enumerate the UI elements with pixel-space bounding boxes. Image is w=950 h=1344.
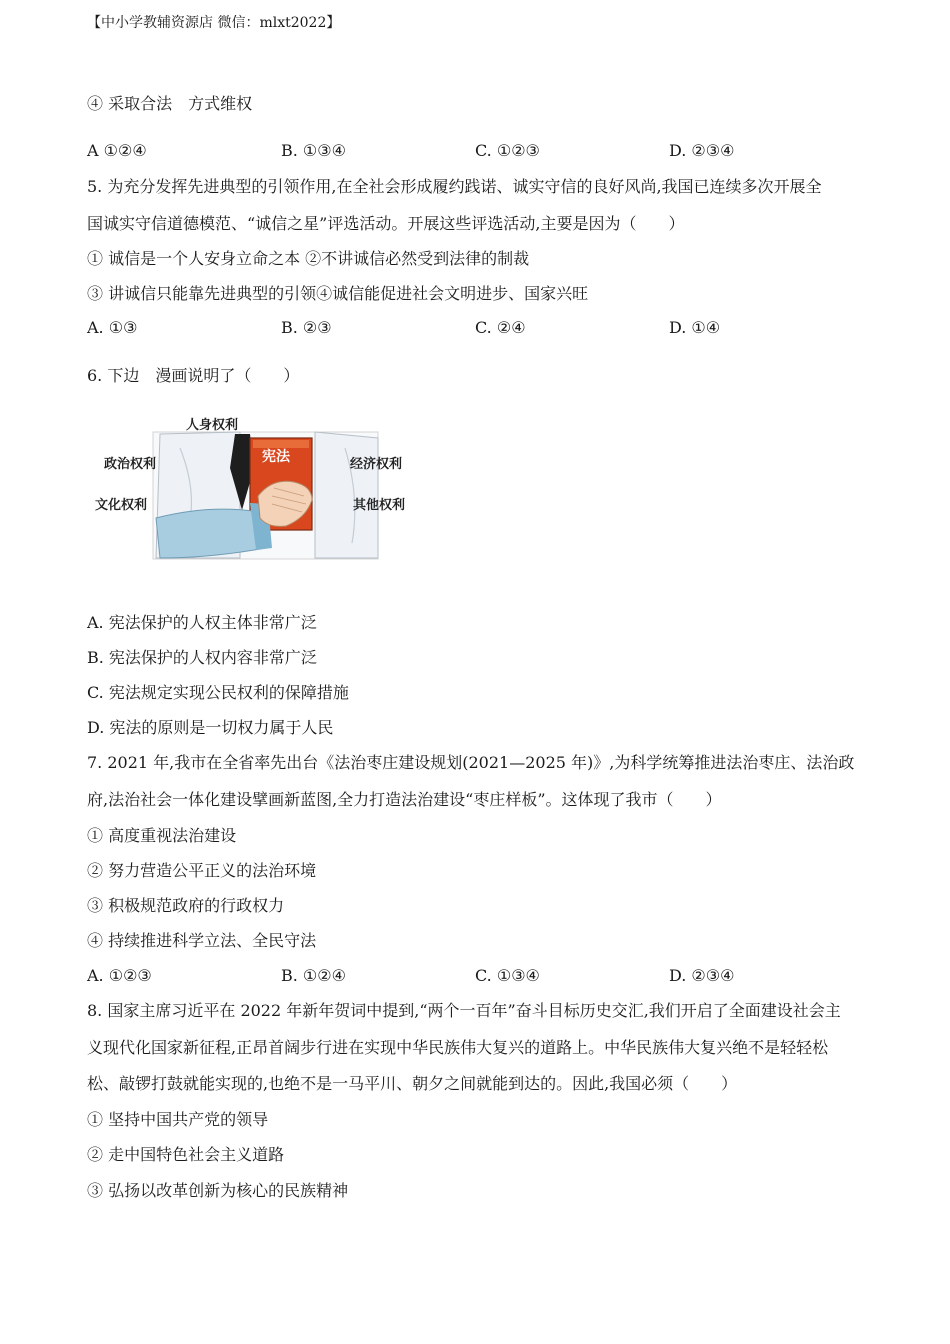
q5-options (87, 318, 867, 338)
q5-option-a: A. ①③ (87, 318, 138, 337)
q5-option-c: C. ②④ (475, 318, 526, 337)
q4-option-c: C. ①②③ (475, 141, 540, 160)
q5-option-b: B. ②③ (281, 318, 332, 337)
q8-item-3: ③ 弘扬以改革创新为核心的民族精神 (87, 1181, 349, 1200)
q8-item-2: ② 走中国特色社会主义道路 (87, 1145, 285, 1164)
label-other-rights: 其他权利 (353, 498, 406, 513)
q8-stem-line-1: 8. 国家主席习近平在 2022 年新年贺词中提到,“两个一百年”奋斗目标历史交汇,我们开启了全面建设社会主 (87, 1001, 841, 1020)
q5-stem-line-1: 5. 为充分发挥先进典型的引领作用,在全社会形成履约践诺、诚实守信的良好风尚,我国已连续多次开展全 (87, 177, 822, 196)
label-personal-rights: 人身权利 (186, 418, 239, 433)
q7-option-c: C. ①③④ (475, 966, 540, 985)
q4-options (87, 141, 867, 161)
q6-option-b: B. 宪法保护的人权内容非常广泛 (87, 648, 317, 667)
q8-stem-line-3: 松、敲锣打鼓就能实现的,也绝不是一马平川、朝夕之间就能到达的。因此,我国必须（ ） (87, 1074, 738, 1093)
q6-option-d: D. 宪法的原则是一切权力属于人民 (87, 718, 334, 737)
q4-item-4: ④ 采取合法 方式维权 (87, 94, 253, 113)
q7-stem-line-2: 府,法治社会一体化建设擘画新蓝图,全力打造法治建设“枣庄样板”。这体现了我市（ ） (87, 790, 722, 809)
q6-option-c: C. 宪法规定实现公民权利的保障措施 (87, 683, 349, 702)
q7-item-3: ③ 积极规范政府的行政权力 (87, 896, 285, 915)
q5-items-line-1: ① 诚信是一个人安身立命之本 ②不讲诚信必然受到法律的制裁 (87, 249, 530, 268)
book-title: 宪法 (262, 449, 290, 465)
q7-item-2: ② 努力营造公平正义的法治环境 (87, 861, 317, 880)
label-political-rights: 政治权利 (104, 457, 157, 472)
q6-stem: 6. 下边 漫画说明了（ ） (87, 366, 300, 385)
q4-option-a: A ①②④ (87, 141, 147, 160)
constitution-cartoon (90, 408, 420, 563)
page-header: 【中小学教辅资源店 微信：mlxt2022】 (87, 15, 341, 31)
q5-stem-line-2: 国诚实守信道德模范、“诚信之星”评选活动。开展这些评选活动,主要是因为（ ） (87, 214, 685, 233)
q5-items-line-2: ③ 讲诚信只能靠先进典型的引领④诚信能促进社会文明进步、国家兴旺 (87, 284, 589, 303)
q7-stem-line-1: 7. 2021 年,我市在全省率先出台《法治枣庄建设规划(2021—2025 年)》,为科学统筹推进法治枣庄、法治政 (87, 753, 855, 772)
q7-option-a: A. ①②③ (87, 966, 152, 985)
label-economic-rights: 经济权利 (350, 457, 403, 472)
cartoon-illustration (90, 408, 420, 563)
q4-option-d: D. ②③④ (669, 141, 735, 160)
q8-stem-line-2: 义现代化国家新征程,正昂首阔步行进在实现中华民族伟大复兴的道路上。中华民族伟大复兴绝不是轻轻松 (87, 1038, 829, 1057)
q8-item-1: ① 坚持中国共产党的领导 (87, 1110, 269, 1129)
q6-option-a: A. 宪法保护的人权主体非常广泛 (87, 613, 317, 632)
q5-option-d: D. ①④ (669, 318, 721, 337)
label-cultural-rights: 文化权利 (95, 498, 148, 513)
q7-option-d: D. ②③④ (669, 966, 735, 985)
q4-option-b: B. ①③④ (281, 141, 346, 160)
q7-options (87, 966, 867, 986)
q7-option-b: B. ①②④ (281, 966, 346, 985)
q7-item-4: ④ 持续推进科学立法、全民守法 (87, 931, 317, 950)
q7-item-1: ① 高度重视法治建设 (87, 826, 237, 845)
